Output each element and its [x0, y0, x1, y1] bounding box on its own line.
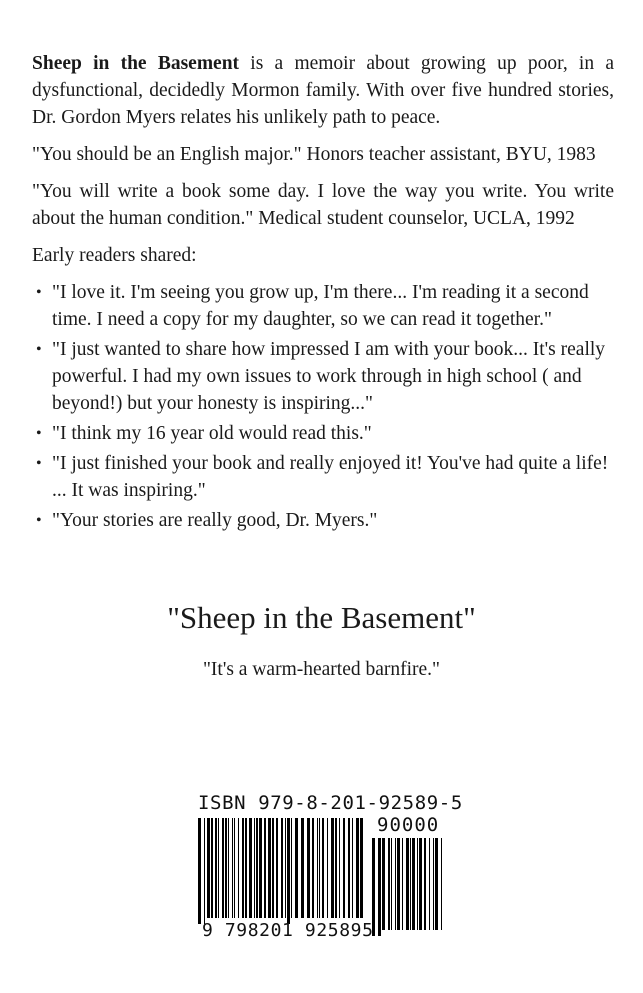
list-item: • "I love it. I'm seeing you grow up, I'm there... I'm reading it a second time. I need a copy for my daughter, so we can read it together." — [36, 279, 614, 333]
barcode-bar — [348, 818, 350, 918]
barcode-bar — [388, 838, 390, 930]
bullet-icon: • — [36, 284, 42, 301]
barcode-bar — [291, 818, 292, 918]
barcode-bar — [429, 838, 430, 930]
tagline: "It's a warm-hearted barnfire." — [202, 659, 441, 680]
barcode-bar — [307, 818, 310, 918]
barcode-bar — [287, 818, 290, 924]
barcode-bar — [245, 818, 247, 918]
barcode-bar — [285, 818, 286, 918]
barcode-bar — [222, 818, 224, 918]
bullet-icon: • — [36, 512, 42, 529]
barcode-bar — [435, 838, 438, 930]
barcode-bar — [433, 838, 434, 930]
barcode-bar — [419, 838, 422, 930]
barcode-bar — [397, 838, 400, 930]
list-item: • "I just finished your book and really enjoyed it! You've had quite a life! ... It was inspiring." — [36, 450, 614, 504]
quote-english-major: "You should be an English major." Honors teacher assistant, BYU, 1983 — [32, 144, 596, 165]
barcode-bar — [335, 818, 337, 918]
barcode-bar — [264, 818, 266, 918]
barcode-bar — [406, 838, 409, 930]
barcode-bar — [295, 818, 298, 918]
intro-text: is a memoir about growing up poor, in a dysfunctional, decidedly Mormon family. With over five hundred stories, Dr. Gordon Myers relates his unlikely path to peace. — [32, 53, 614, 128]
list-item: • "I think my 16 year old would read this." — [36, 420, 614, 447]
barcode-bar — [319, 818, 320, 918]
barcode-bar — [276, 818, 278, 918]
barcode-bar — [339, 818, 340, 918]
barcode-bar — [207, 818, 210, 918]
barcode-bar — [441, 838, 442, 930]
barcode-bar — [378, 838, 381, 936]
price-code: 90000 — [377, 814, 440, 836]
barcode-bar — [238, 818, 239, 918]
bullet-icon: • — [36, 341, 42, 358]
barcode-bar — [410, 838, 411, 930]
barcode-bar — [259, 818, 262, 918]
barcode-bar — [352, 818, 353, 918]
barcode-bar — [317, 818, 318, 918]
barcode-bar — [391, 838, 392, 930]
quote-write-a-book: "You will write a book some day. I love the way you write. You write about the human condition." Medical student counselor, UCLA, 1992 — [32, 181, 614, 229]
barcode-bar — [215, 818, 217, 918]
barcode-bar — [198, 818, 201, 924]
bullet-icon: • — [36, 425, 42, 442]
barcode-bar — [281, 818, 283, 918]
early-readers-heading: Early readers shared: — [32, 245, 197, 266]
barcode-bar — [234, 818, 235, 918]
barcode-bar — [424, 838, 426, 930]
barcode-bar — [395, 838, 396, 930]
barcode-bar — [272, 818, 274, 918]
barcode-bar — [322, 818, 324, 918]
book-title-bold: Sheep in the Basement — [32, 53, 240, 74]
barcode-bar — [218, 818, 219, 918]
barcode-bar — [211, 818, 213, 918]
barcode-bar — [228, 818, 229, 918]
barcode-bar — [225, 818, 227, 918]
barcode-bar — [412, 838, 415, 930]
barcode-bar — [331, 818, 334, 918]
barcode-bar — [204, 818, 205, 924]
bullet-icon: • — [36, 455, 42, 472]
barcode-bar — [312, 818, 314, 918]
barcode-bar — [268, 818, 271, 918]
barcode-bar — [417, 838, 418, 930]
barcode-bar — [343, 818, 345, 918]
barcode-bar — [242, 818, 244, 918]
barcode-bar — [256, 818, 258, 918]
barcode-bar — [356, 818, 359, 918]
cover-title: "Sheep in the Basement" — [167, 600, 476, 635]
list-item: • "Your stories are really good, Dr. Myers." — [36, 507, 614, 534]
barcode-bar — [402, 838, 403, 930]
barcode-bar — [327, 818, 328, 918]
list-item: • "I just wanted to share how impressed I am with your book... It's really powerful. I had my own issues to work through in high school ( and beyond!) but your honesty is inspiring..." — [36, 336, 614, 417]
barcode-bar — [254, 818, 255, 918]
barcode-bar — [301, 818, 304, 918]
barcode-digits: 9 798201 925895 — [202, 920, 374, 941]
isbn-label: ISBN 979-8-201-92589-5 — [198, 792, 463, 814]
barcode-bar — [232, 818, 233, 918]
barcode-bar — [382, 838, 385, 930]
barcode-addon-bars — [372, 838, 442, 936]
barcode-bar — [360, 818, 363, 918]
barcode-bar — [249, 818, 252, 918]
